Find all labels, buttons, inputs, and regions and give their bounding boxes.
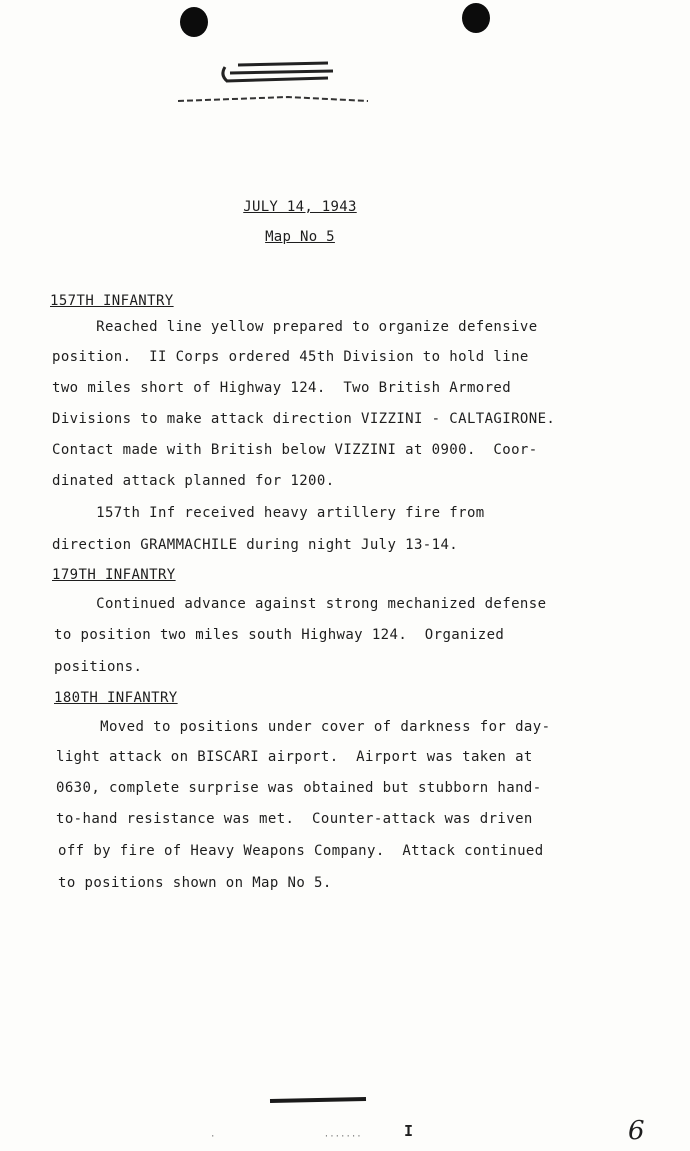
map-reference: Map No 5 (265, 229, 335, 245)
redacted-stamp-bottom (268, 1095, 368, 1105)
text-line: 0630, complete surprise was obtained but stubborn hand- (56, 780, 542, 796)
text-line: to positions shown on Map No 5. (58, 875, 332, 891)
redacted-classification-stamp (178, 55, 378, 110)
text-line: Continued advance against strong mechanized defense (52, 596, 547, 612)
text-line: light attack on BISCARI airport. Airport was taken at (56, 749, 533, 765)
text-line: off by fire of Heavy Weapons Company. Attack continued (58, 843, 544, 859)
text-line: Moved to positions under cover of darkness for day- (56, 719, 551, 735)
text-line: positions. (54, 659, 143, 675)
text-line: 157th Inf received heavy artillery fire from (52, 505, 485, 521)
punch-hole-right (462, 3, 490, 33)
scan-specks: · ······· (210, 1132, 362, 1142)
page-number: 6 (628, 1116, 645, 1146)
text-line: to position two miles south Highway 124. Organized (54, 627, 505, 643)
text-line: Reached line yellow prepared to organize defensive (52, 319, 538, 335)
text-line: two miles short of Highway 124. Two British Armored (52, 380, 512, 396)
document-date: JULY 14, 1943 (243, 199, 357, 215)
section-heading-179th: 179TH INFANTRY (52, 567, 176, 583)
text-line: Divisions to make attack direction VIZZINI - CALTAGIRONE. (52, 411, 556, 427)
text-line: direction GRAMMACHILE during night July 13-14. (52, 537, 459, 553)
section-heading-157th: 157TH INFANTRY (50, 293, 174, 309)
punch-hole-left (180, 7, 208, 37)
text-line: to-hand resistance was met. Counter-attack was driven (56, 811, 533, 827)
page-mark: I (404, 1122, 414, 1140)
text-line: position. II Corps ordered 45th Division to hold line (52, 349, 529, 365)
section-heading-180th: 180TH INFANTRY (54, 690, 178, 706)
text-line: Contact made with British below VIZZINI at 0900. Coor- (52, 442, 538, 458)
text-line: dinated attack planned for 1200. (52, 473, 335, 489)
